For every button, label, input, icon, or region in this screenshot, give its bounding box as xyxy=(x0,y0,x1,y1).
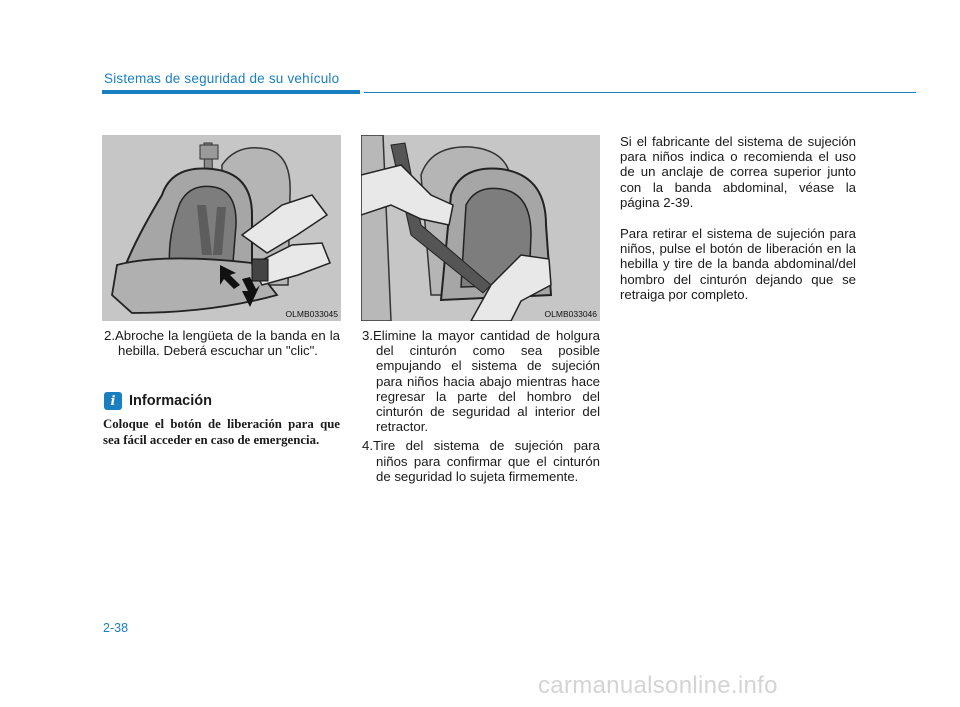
figure-code: OLMB033045 xyxy=(285,309,338,319)
info-icon: i xyxy=(104,392,122,410)
paragraph-top-tether: Si el fabricante del sistema de sujeción para niños indica o recomienda el uso de un anclaje de correa superior junto con la banda abdominal, véase la página 2-39. xyxy=(620,134,856,210)
figure-remove-slack xyxy=(361,135,600,321)
paragraph-removal: Para retirar el sistema de sujeción para niños, pulse el botón de liberación en la hebilla y tire de la banda abdominal/del hombro del cinturón dejando que se retraiga por completo. xyxy=(620,226,856,302)
page-number: 2-38 xyxy=(103,621,129,635)
slack-illustration xyxy=(361,135,600,321)
watermark: carmanualsonline.info xyxy=(538,672,778,699)
step-3: 3.Elimine la mayor cantidad de holgura del cinturón como sea posible empujando el sistema de sujeción para niños hacia abajo mientras hace regresar la parte del hombro del cinturón de seguridad al interior del retractor. xyxy=(362,328,600,435)
info-title: Información xyxy=(129,393,212,409)
header-rule-accent xyxy=(102,90,360,94)
buckle-illustration xyxy=(102,135,341,321)
figure-code: OLMB033046 xyxy=(544,309,597,319)
column3-text xyxy=(620,134,856,302)
column2-text xyxy=(362,328,600,484)
column1-text xyxy=(104,328,340,358)
step-2: 2.Abroche la lengüeta de la banda en la hebilla. Deberá escuchar un "clic". xyxy=(104,328,340,359)
info-body: Coloque el botón de liberación para que sea fácil acceder en caso de emergencia. xyxy=(103,417,340,447)
header-rule-line xyxy=(364,92,916,94)
figure-buckle-child-seat xyxy=(102,135,341,321)
section-header-title: Sistemas de seguridad de su vehículo xyxy=(104,71,340,86)
step-4: 4.Tire del sistema de sujeción para niños para confirmar que el cinturón de seguridad lo sujeta firmemente. xyxy=(362,438,600,484)
info-heading xyxy=(104,392,212,410)
